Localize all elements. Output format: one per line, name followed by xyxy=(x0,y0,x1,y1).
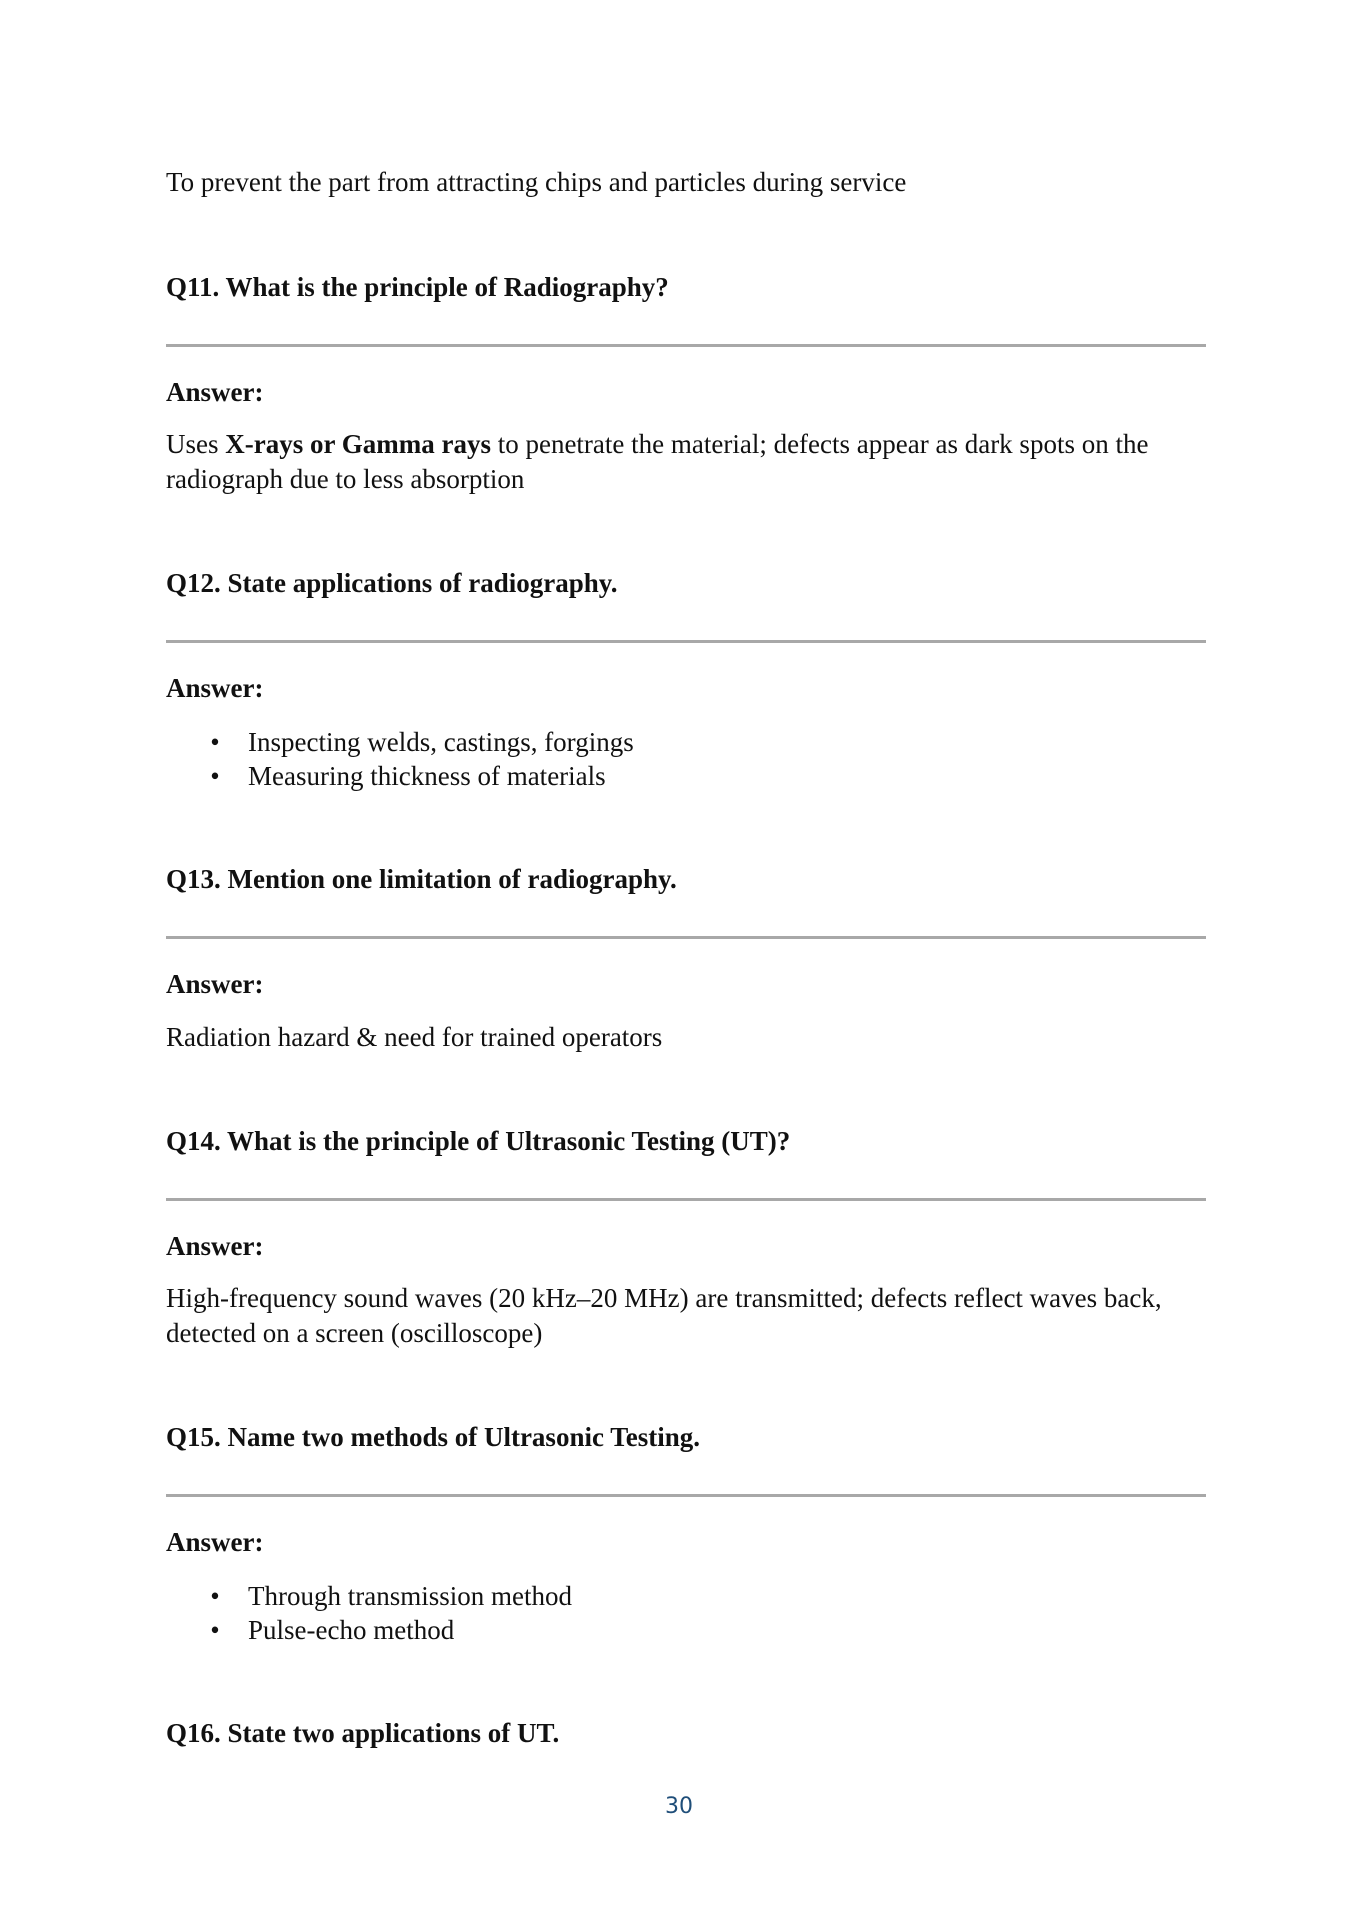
answer-label-q12: Answer: xyxy=(166,673,264,703)
bullet-icon: • xyxy=(210,727,220,757)
divider-q14 xyxy=(166,1198,1206,1201)
list-item xyxy=(166,1579,1206,1613)
divider-q11 xyxy=(166,344,1206,347)
answer-q11-text-start: Uses xyxy=(166,429,226,459)
answer-list-q12 xyxy=(166,725,1206,793)
answer-q11 xyxy=(166,427,1206,497)
list-item-text: Pulse-echo method xyxy=(248,1615,455,1645)
question-q14: Q14. What is the principle of Ultrasonic Testing (UT)? xyxy=(166,1126,791,1156)
list-item-text: Through transmission method xyxy=(248,1581,572,1611)
answer-label-q11: Answer: xyxy=(166,377,264,407)
bullet-icon: • xyxy=(210,1581,220,1611)
list-item xyxy=(166,1613,1206,1647)
intro-text: To prevent the part from attracting chips and particles during service xyxy=(166,167,907,197)
list-item-text: Inspecting welds, castings, forgings xyxy=(248,727,634,757)
question-q15: Q15. Name two methods of Ultrasonic Testing. xyxy=(166,1422,700,1452)
answer-q14: High-frequency sound waves (20 kHz–20 MHz) are transmitted; defects reflect waves back, detected on a screen (oscilloscope) xyxy=(166,1283,1162,1348)
question-q16: Q16. State two applications of UT. xyxy=(166,1718,560,1748)
list-item xyxy=(166,725,1206,759)
answer-label-q13: Answer: xyxy=(166,969,264,999)
list-item xyxy=(166,759,1206,793)
divider-q15 xyxy=(166,1494,1206,1497)
question-q13: Q13. Mention one limitation of radiography. xyxy=(166,864,677,894)
divider-q12 xyxy=(166,640,1206,643)
bullet-icon: • xyxy=(210,1615,220,1645)
question-q11: Q11. What is the principle of Radiography? xyxy=(166,272,669,302)
answer-q13: Radiation hazard & need for trained operators xyxy=(166,1022,663,1052)
answer-label-q15: Answer: xyxy=(166,1527,264,1557)
answer-label-q14: Answer: xyxy=(166,1231,264,1261)
answer-q11-text-end: to penetrate the material; defects appear as dark spots on the radiograph due to less absorption xyxy=(166,429,1149,494)
question-q12: Q12. State applications of radiography. xyxy=(166,568,618,598)
list-item-text: Measuring thickness of materials xyxy=(248,761,606,791)
bullet-icon: • xyxy=(210,761,220,791)
answer-list-q15 xyxy=(166,1579,1206,1647)
page-number: 30 xyxy=(665,1794,693,1819)
answer-q11-emphasis: X-rays or Gamma rays xyxy=(225,429,491,459)
divider-q13 xyxy=(166,936,1206,939)
